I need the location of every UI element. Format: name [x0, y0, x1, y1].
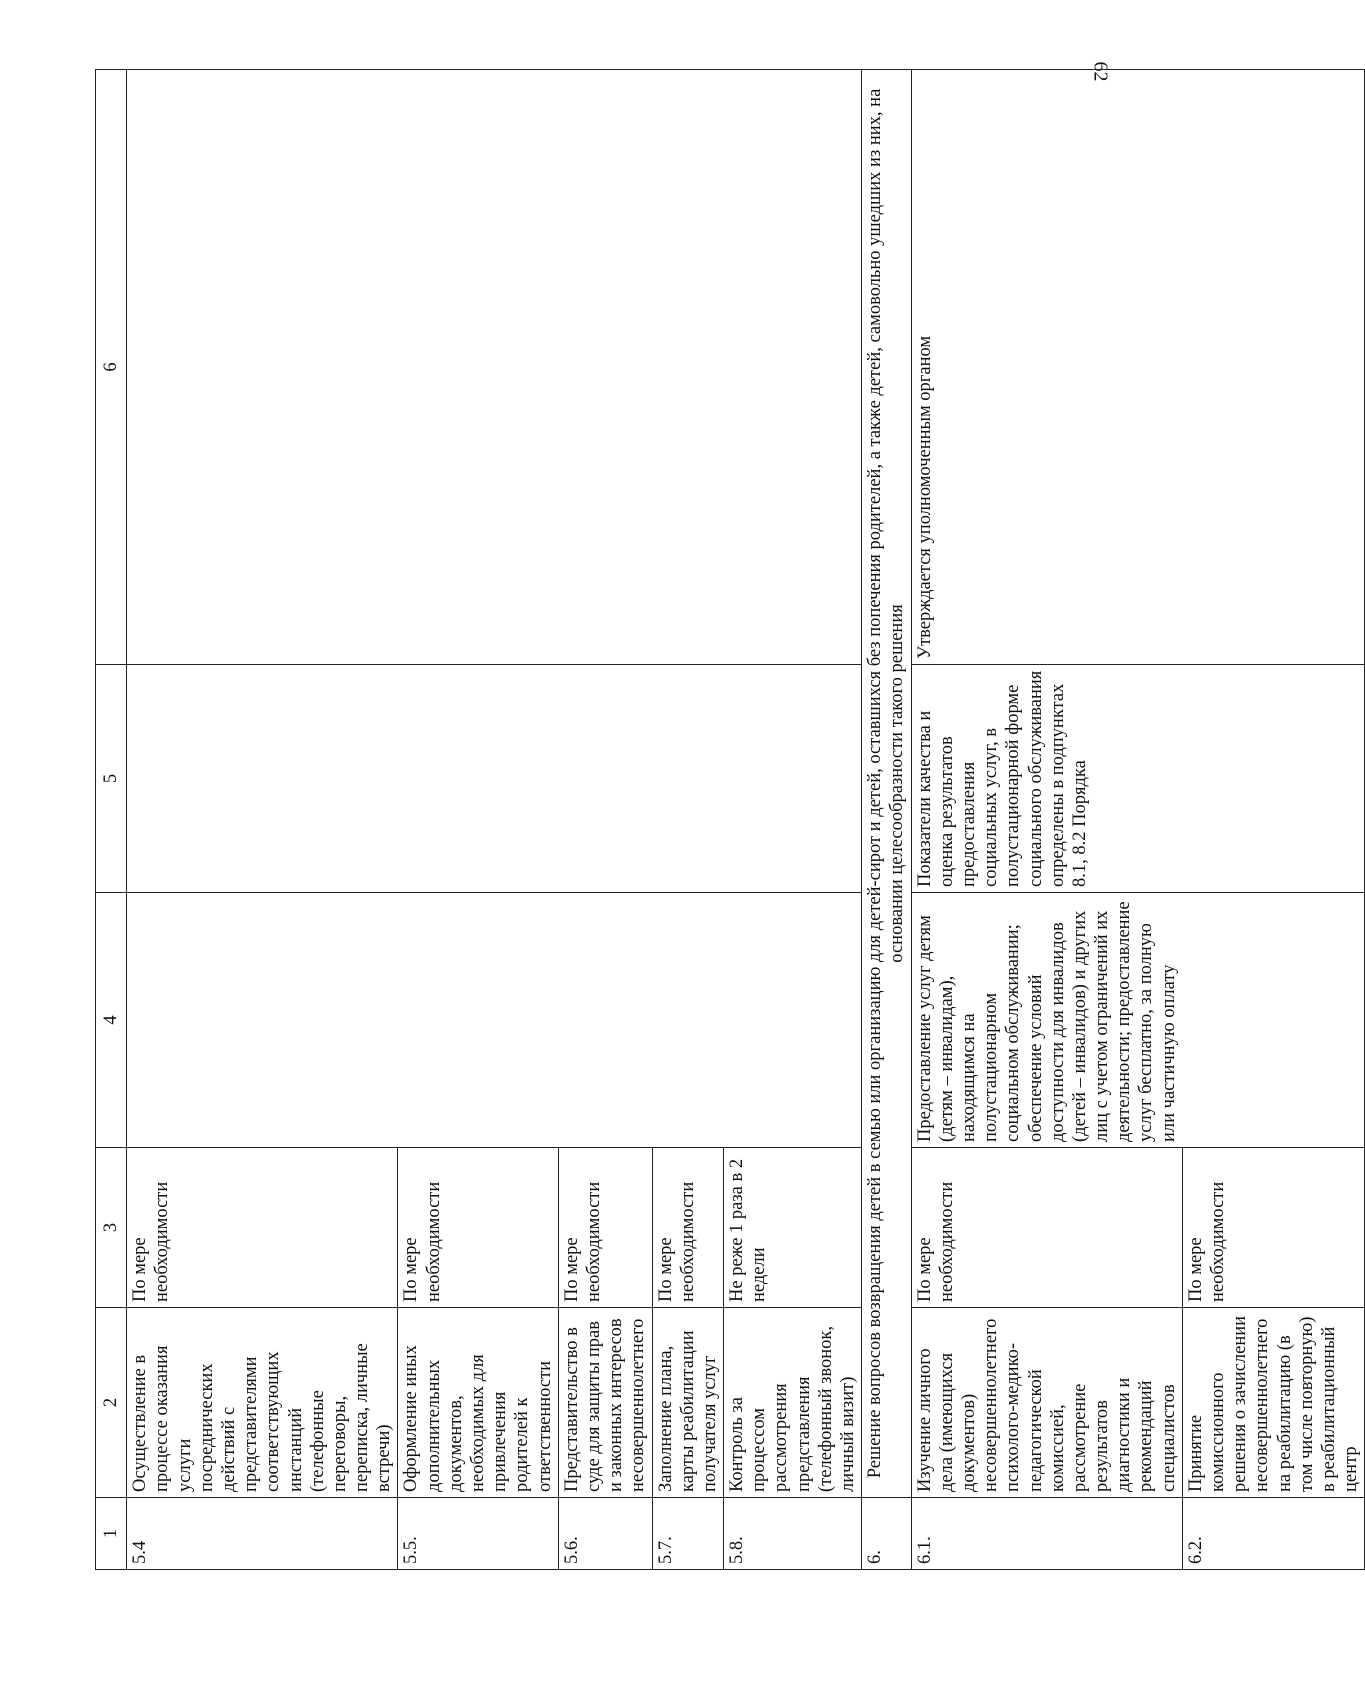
- service-frequency: По мере необходимости: [558, 1148, 652, 1308]
- header-cell: 1: [96, 1498, 127, 1570]
- service-frequency: По мере необходимости: [398, 1148, 558, 1308]
- service-frequency: По мере необходимости: [652, 1148, 724, 1308]
- page-number: 62: [1089, 61, 1112, 82]
- row-number: 6.2.: [1182, 1498, 1365, 1570]
- row-number: 5.5.: [398, 1498, 558, 1570]
- services-table: [95, 69, 1365, 1570]
- rotated-sheet: [95, 70, 1362, 1570]
- approval-note: Утверждается уполномоченным органом: [911, 70, 1365, 665]
- section-row: [862, 70, 911, 1570]
- service-frequency: По мере необходимости: [911, 1148, 1182, 1308]
- header-row: [96, 70, 127, 1570]
- header-cell: 3: [96, 1148, 127, 1308]
- table-row: [127, 70, 398, 1570]
- row-number: 5.8.: [724, 1498, 862, 1570]
- service-name: Изучение личного дела (имеющихся документов) несовершеннолетнего психолого-медико-педагогической комиссией, рассмотрение результатов диагностики и рекомендаций специалистов: [911, 1308, 1182, 1498]
- header-cell: 5: [96, 665, 127, 893]
- service-name: Принятие комиссионного решения о зачислении несовершеннолетнего на реабилитацию (в том числе повторную) в реабилитационный центр: [1182, 1308, 1365, 1498]
- row-number: 6.1.: [911, 1498, 1182, 1570]
- service-frequency: Не реже 1 раза в 2 недели: [724, 1148, 862, 1308]
- quality-indicators: Показатели качества и оценка результатов предоставления социальных услуг, в полустационарной форме социального обслуживания определены в подпунктах 8.1, 8.2 Порядка: [911, 665, 1365, 893]
- service-name: Заполнение плана, карты реабилитации получателя услуг: [652, 1308, 724, 1498]
- service-name: Представительство в суде для защиты прав и законных интересов несовершеннолетнего: [558, 1308, 652, 1498]
- service-name: Оформление иных дополнительных документов, необходимых для привлечения родителей к ответственности: [398, 1308, 558, 1498]
- header-cell: 6: [96, 70, 127, 665]
- service-name: Контроль за процессом рассмотрения представления (телефонный звонок, личный визит): [724, 1308, 862, 1498]
- header-cell: 4: [96, 893, 127, 1148]
- service-conditions: Предоставление услуг детям (детям – инвалидам), находящимся на полустационарном социальном обслуживании; обеспечение условий доступности для инвалидов (детей – инвалидов) и других лиц с учетом ограничений их деятельности; предоставление услуг бесплатно, за полную или частичную оплату: [911, 893, 1365, 1148]
- section-title: Решение вопросов возвращения детей в семью или организацию для детей-сирот и детей, оставшихся без попечения родителей, а также детей, самовольно ушедших из них, на основании целесообразности такого решения: [862, 70, 911, 1498]
- row-number: 5.6.: [558, 1498, 652, 1570]
- empty-cell: [127, 665, 862, 893]
- service-frequency: По мере необходимости: [127, 1148, 398, 1308]
- service-frequency: По мере необходимости: [1182, 1148, 1365, 1308]
- table-row: [911, 70, 1182, 1570]
- empty-cell: [127, 893, 862, 1148]
- service-name: Осуществление в процессе оказания услуги посреднических действий с представителями соответствующих инстанций (телефонные переговоры, переписка, личные встречи): [127, 1308, 398, 1498]
- section-number: 6.: [862, 1498, 911, 1570]
- row-number: 5.4: [127, 1498, 398, 1570]
- header-cell: 2: [96, 1308, 127, 1498]
- row-number: 5.7.: [652, 1498, 724, 1570]
- empty-cell: [127, 70, 862, 665]
